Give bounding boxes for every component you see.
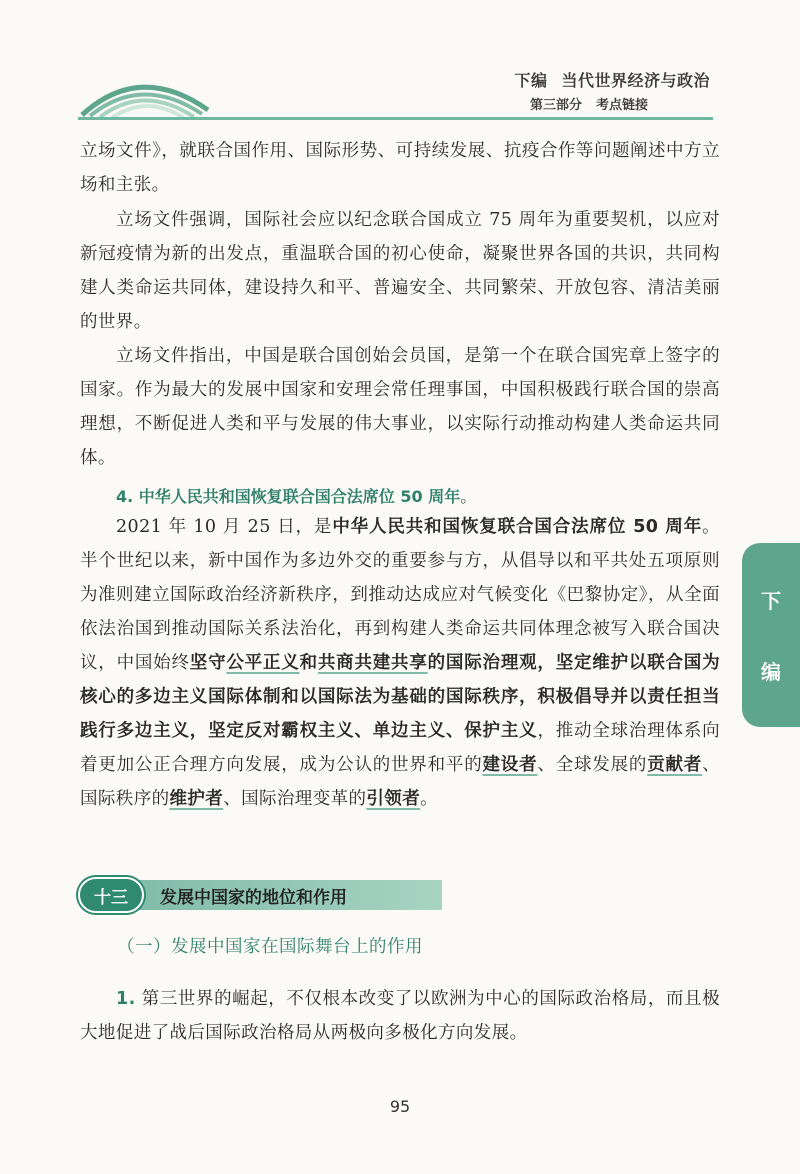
point-1-number: 1. — [116, 989, 136, 1009]
section-title: 发展中国家的地位和作用 — [160, 888, 347, 908]
point-1-text: 第三世界的崛起，不仅根本改变了以欧洲为中心的国际政治格局，而且极大地促进了战后国际政治格局从两极向多极化方向发展。 — [80, 989, 720, 1043]
point-1-body — [80, 982, 720, 1050]
point-4-underline-fairness: 公平正义 — [226, 653, 300, 673]
point-4-bold-2: 坚守 — [189, 653, 227, 673]
side-tab-part — [742, 543, 800, 727]
point-4-heading-end: 。 — [460, 487, 477, 506]
point-4-text-3: ，推动全球治理体系向着更加公正合理方向发展，成为公认的世界和平的 — [80, 721, 721, 775]
header-subtitle — [530, 94, 648, 113]
paragraph-1: 立场文件》，就联合国作用、国际形势、可持续发展、抗疫合作等问题阐述中方立场和主张。 — [80, 141, 720, 195]
point-4-text-7: 。 — [420, 789, 439, 809]
point-4-text-2: 。半个世纪以来，新中国作为多边外交的重要参与方，从倡导以和平共处五项原则为准则建立国际政治经济新秩序，到推动达成应对气候变化《巴黎协定》，从全面依法治国到推动国际关系法治化，再到构建人类命运共同体理念被写入联合国决议，中国始终 — [80, 517, 720, 673]
header-title — [514, 68, 710, 91]
point-4-text-6: 、国际治理变革的 — [223, 789, 367, 809]
section-13-banner — [78, 877, 442, 913]
header-part: 下编 — [514, 71, 548, 90]
point-4-text-5: 、国际秩序的 — [80, 755, 720, 809]
subsection-heading: （一）发展中国家在国际舞台上的作用 — [117, 937, 423, 957]
point-4-underline-leader: 引领者 — [366, 789, 421, 809]
paragraph-3: 立场文件指出，中国是联合国创始会员国，是第一个在联合国宪章上签字的国家。作为最大的发展中国家和安理会常任理事国，中国积极践行联合国的崇高理想，不断促进人类和平与发展的伟大事业，以实际行动推动构建人类命运共同体。 — [80, 346, 720, 468]
section-number-pill: 十三 — [78, 877, 144, 913]
header-section: 第三部分 — [529, 98, 582, 113]
point-4-underline-defender: 维护者 — [169, 789, 224, 809]
side-tab-char-1: 下 — [761, 589, 781, 613]
header-book-title: 当代世界经济与政治 — [561, 71, 710, 90]
point-4-underline-builder: 建设者 — [482, 755, 538, 775]
point-4-bold-anniversary: 中华人民共和国恢复联合国合法席位 50 周年 — [332, 517, 703, 537]
page-number: 95 — [389, 1097, 411, 1116]
point-4-underline-consultation: 共商共建共享 — [317, 653, 428, 673]
point-4-number: 4. — [116, 487, 134, 506]
header-divider — [78, 117, 713, 120]
point-4-heading — [116, 484, 476, 507]
paragraph-2: 立场文件强调，国际社会应以纪念联合国成立 75 周年为重要契机，以应对新冠疫情为新的出发点，重温联合国的初心使命，凝聚世界各国的共识，共同构建人类命运共同体，建设持久和平、普遍安全、共同繁荣、开放包容、清洁美丽的世界。 — [80, 210, 720, 332]
header-arc-logo — [80, 70, 210, 120]
point-4-date: 2021 年 10 月 25 日，是 — [116, 517, 333, 537]
point-4-underline-contributor: 贡献者 — [647, 755, 703, 775]
point-4-bold-4: 的国际治理观，坚定维护以联合国为核心的多边主义国际体制和以国际法为基础的国际秩序，积极倡导并以责任担当践行多边主义，坚定反对霸权主义、单边主义、保护主义 — [80, 653, 720, 741]
point-4-body — [80, 510, 720, 816]
point-4-bold-3: 和 — [299, 653, 318, 673]
point-4-text-4: 、全球发展的 — [537, 755, 648, 775]
side-tab-char-2: 编 — [761, 660, 781, 684]
header-section-name: 考点链接 — [595, 98, 648, 113]
point-4-title: 中华人民共和国恢复联合国合法席位 50 周年 — [138, 487, 461, 506]
